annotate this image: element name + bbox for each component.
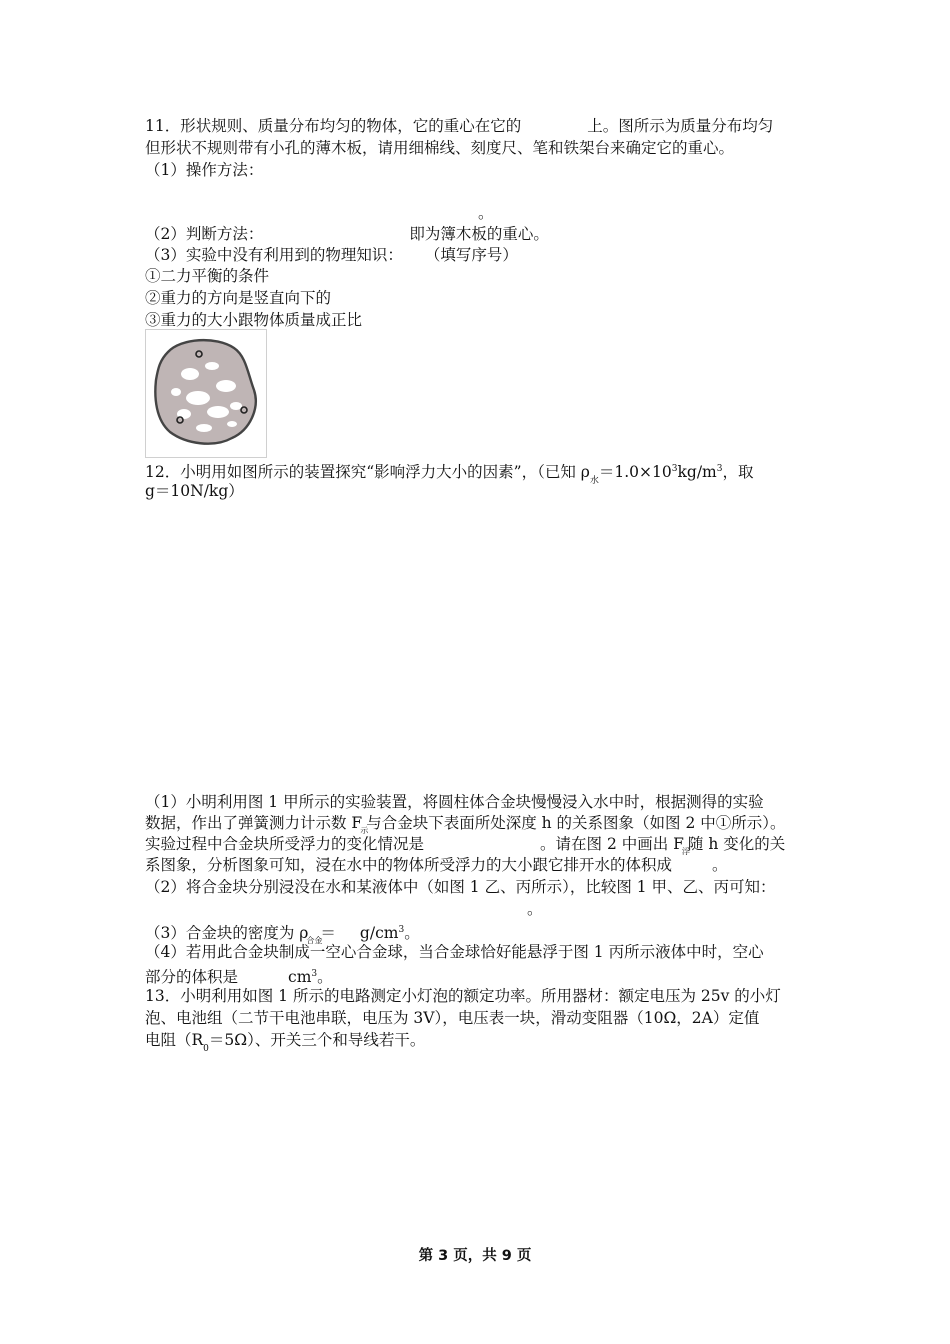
q12-part1-line1: （1）小明利用图 1 甲所示的实验装置，将圆柱体合金块慢慢浸入水中时，根据测得的实验: [145, 793, 764, 811]
q12-part1-line2: 数据，作出了弹簧测力计示数 $F_示$与合金块下表面所处深度 h 的关系图象（如图 2 中①所示）。: [145, 814, 786, 835]
q11-option-2: ②重力的方向是竖直向下的: [145, 289, 332, 307]
q11-part2: （2）判断方法： 即为簿木板的重心。: [145, 225, 549, 243]
q12-part1-line4: 系图象，分析图象可知，浸在水中的物体所受浮力的大小跟它排开水的体积成 。: [145, 856, 728, 874]
q11-part1-label: （1）操作方法：: [145, 161, 264, 179]
q12-part4-line2: 部分的体积是 $cm^3$。: [145, 968, 333, 986]
q13-line1: 13．小明利用如图 1 所示的电路测定小灯泡的额定功率。所用器材：额定电压为 25v 的小灯: [145, 987, 781, 1005]
q11-line1: 11．形状规则、质量分布均匀的物体，它的重心在它的 上。图所示为质量分布均匀: [145, 117, 774, 135]
q11-line2: 但形状不规则带有小孔的薄木板，请用细棉线、刻度尺、笔和铁架台来确定它的重心。: [145, 139, 735, 157]
q12-line2: g＝10N/kg）: [145, 482, 244, 500]
q13-line2: 泡、电池组（二节干电池串联，电压为 3V），电压表一块，滑动变阻器（10Ω，2A）定值: [145, 1009, 760, 1027]
q11-part1-period: 。: [478, 204, 494, 222]
board-figure: [145, 329, 267, 458]
q11-option-3: ③重力的大小跟物体质量成正比: [145, 311, 363, 329]
q12-part3: （3）合金块的密度为 $\rho_{合金}= g/cm^3$。: [145, 924, 420, 945]
q13-line3: 电阻$(R_0=5\Omega)$、开关三个和导线若干。: [145, 1031, 426, 1054]
q12-part4-line1: （4）若用此合金块制成一空心合金球，当合金球恰好能悬浮于图 1 丙所示液体中时，空心: [145, 943, 764, 961]
q12-line1: 12．小明用如图所示的装置探究“影响浮力大小的因素”，（已知 $\rho_水=1.0\times 10^3kg/m^3$，取: [145, 463, 754, 486]
page-footer: 第 3 页，共 9 页: [418, 1248, 532, 1264]
q12-part2-period: 。: [527, 900, 543, 918]
q11-part3: （3）实验中没有利用到的物理知识： （填写序号）: [145, 246, 518, 264]
q12-part2-line1: （2）将合金块分别浸没在水和某液体中（如图 1 乙、丙所示），比较图 1 甲、乙、丙可知：: [145, 878, 776, 896]
board-illustration: [146, 330, 266, 457]
q12-part1-line3: 实验过程中合金块所受浮力的变化情况是 。请在图 2 中画出 $F_浮$随 h 变化的关: [145, 835, 786, 856]
q11-option-1: ①二力平衡的条件: [145, 267, 270, 285]
